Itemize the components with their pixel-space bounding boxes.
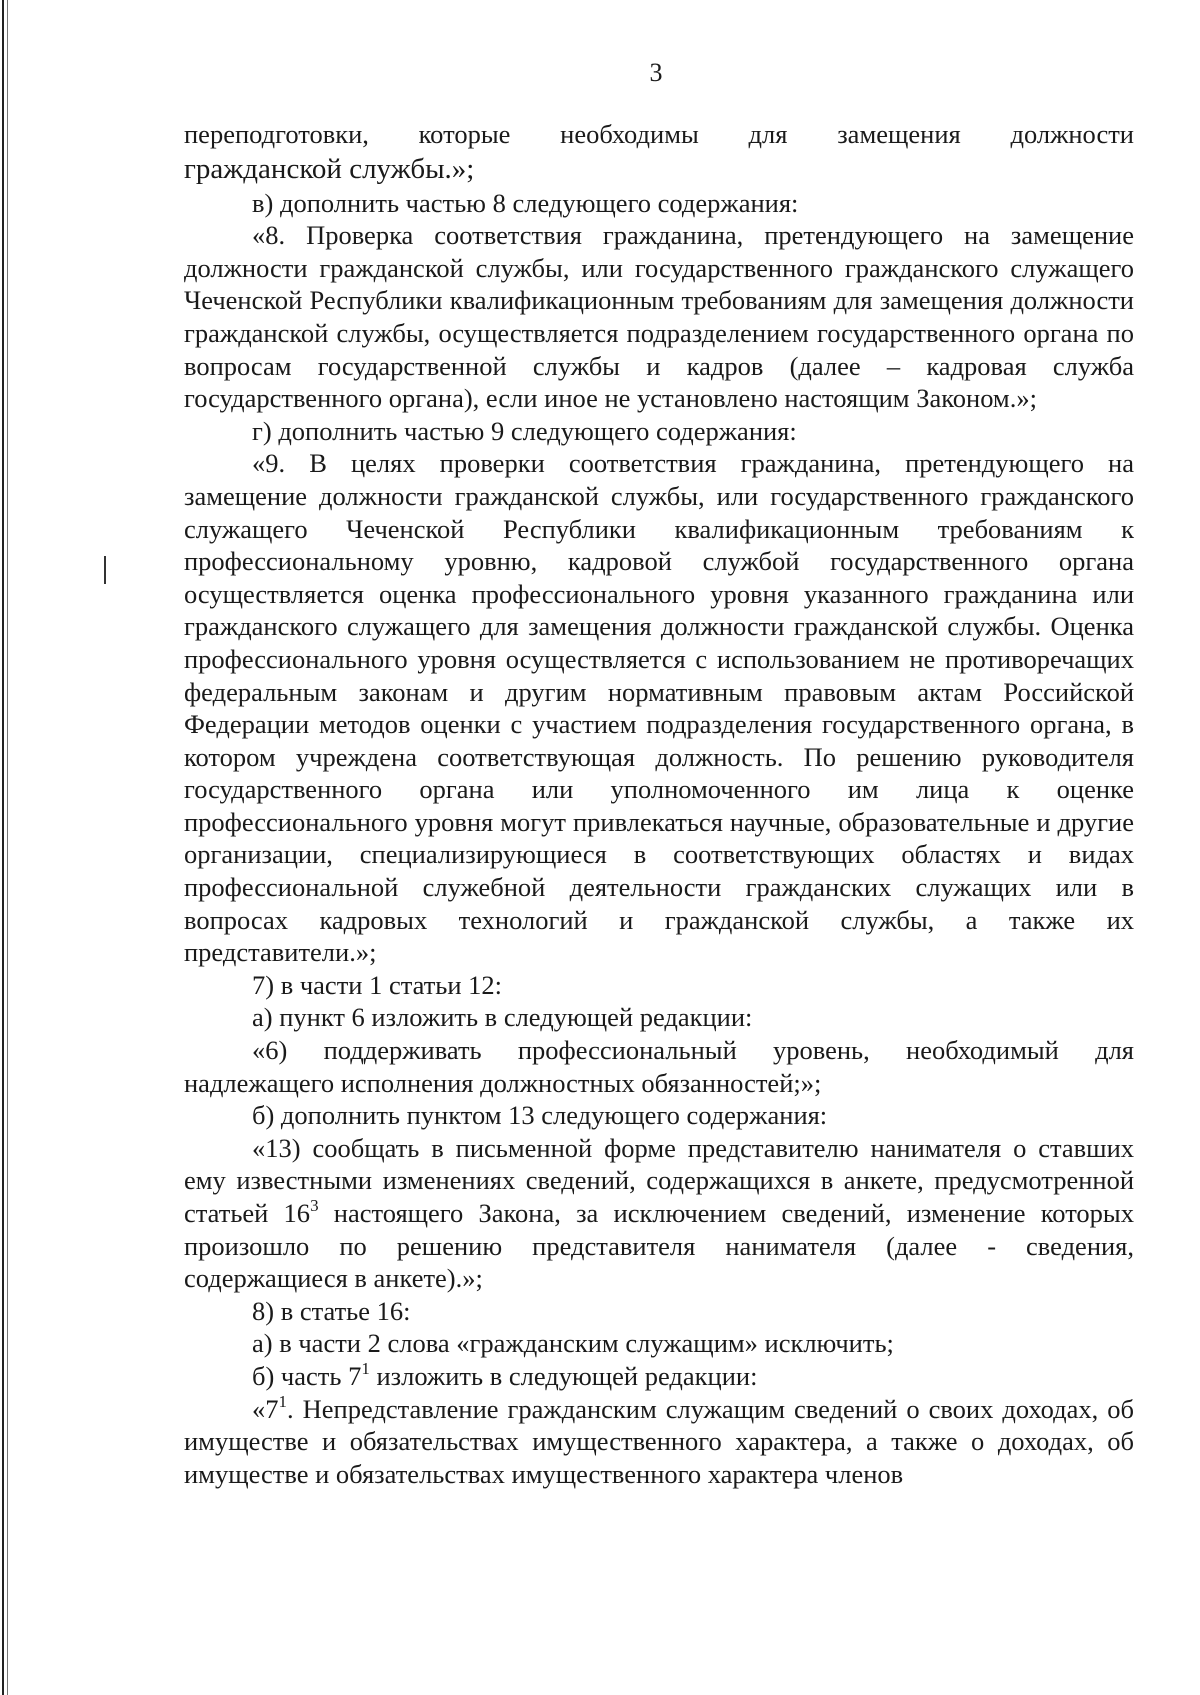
paragraph-part-8: «8. Проверка соответствия гражданина, претендующего на замещение должности гражданской службы, или государственного гражданского служащего Чеченской Республики квалификационным требованиям для замещения должности гражданской службы, осуществляется подразделением государственного органа по вопросам государственной службы и кадров (далее – кадровая служба государственного органа), если иное не установлено настоящим Законом.»; [184, 220, 1134, 414]
page-left-edge-shadow [7, 0, 8, 1695]
part-superscript: 1 [361, 1358, 370, 1378]
part-7-1-body-after: . Непредставление гражданским служащим сведений о своих доходах, об имуществе и обязательствах имущественного характера, а также о доходах, об имуществе и обязательствах имущественного характера членов [184, 1393, 1134, 1489]
part-7-1-text-after: изложить в следующей редакции: [369, 1360, 758, 1391]
part-7-1-superscript: 1 [278, 1391, 287, 1411]
paragraph-part-9: «9. В целях проверки соответствия гражданина, претендующего на замещение должности гражданской службы, или государственного гражданского служащего Чеченской Республики квалификационным требованиям к профессиональному уровню, кадровой службой государственного органа осуществляется оценка профессионального уровня указанного гражданина или гражданского служащего для замещения должности гражданской службы. Оценка профессионального уровня осуществляется с использованием не противоречащих федеральным законам и другим нормативным правовым актам Российской Федерации методов оценки с участием подразделения государственного органа, в котором учреждена соответствующая должность. По решению руководителя государственного органа или уполномоченного им лица к оценке профессионального уровня могут привлекаться научные, образовательные и другие организации, специализирующиеся в соответствующих областях и видах профессиональной служебной деятельности гражданских служащих или в вопросах кадровых технологий и гражданской службы, а также их представители.»; [184, 448, 1134, 968]
point-13-text-before: «13) сообщать в письменной форме представителю нанимателя о ставших ему известными изменениях сведений, содержащихся в анкете, предусмотренной статьей 16 [184, 1132, 1134, 1228]
page-number: 3 [649, 58, 663, 87]
article-superscript: 3 [310, 1196, 319, 1215]
paragraph-g: г) дополнить частью 9 следующего содержания: [252, 415, 797, 446]
part-7-1-body-before: «7 [252, 1393, 279, 1424]
margin-mark [104, 556, 106, 584]
paragraph-a-point-6: а) пункт 6 изложить в следующей редакции: [252, 1002, 753, 1033]
paragraph-v: в) дополнить частью 8 следующего содержания: [252, 187, 799, 218]
paragraph-point-6-text: «6) поддерживать профессиональный уровень, необходимый для надлежащего исполнения должностных обязанностей;»; [184, 1035, 1134, 1098]
paragraph-b-point-13: б) дополнить пунктом 13 следующего содержания: [252, 1100, 828, 1131]
paragraph-point-13-text [184, 1132, 1134, 1295]
page-left-edge [2, 0, 4, 1695]
document-body [184, 118, 1134, 1490]
continuation-line-2: гражданской службы.»; [184, 152, 475, 185]
paragraph-item-7: 7) в части 1 статьи 12: [252, 969, 503, 1000]
paragraph-item-8: 8) в статье 16: [252, 1295, 411, 1326]
part-7-1-text-before: б) часть 7 [252, 1360, 362, 1391]
paragraph-b-part-7-1 [184, 1360, 1134, 1393]
continuation-line-1: переподготовки, которые необходимы для замещения должности [184, 119, 1134, 149]
paragraph-part-7-1-text [184, 1393, 1134, 1491]
point-13-text-after: настоящего Закона, за исключением сведений, изменение которых произошло по решению представителя нанимателя (далее - сведения, содержащиеся в анкете).»; [184, 1198, 1134, 1294]
paragraph-a-part-2: а) в части 2 слова «гражданским служащим» исключить; [252, 1328, 894, 1359]
